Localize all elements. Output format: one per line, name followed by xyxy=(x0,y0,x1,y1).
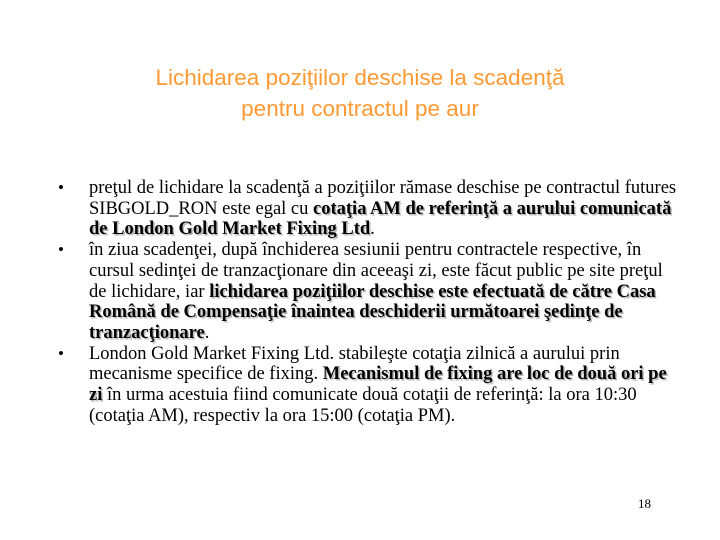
title-line-2: pentru contractul pe aur xyxy=(241,96,479,121)
bullet-text-end: . xyxy=(204,322,210,343)
page-number: 18 xyxy=(638,496,651,511)
bullet-item xyxy=(58,178,682,240)
bullet-item xyxy=(58,240,682,344)
title-line-1: Lichidarea poziţiilor deschise la scadenţă xyxy=(155,65,565,90)
bullet-text: în ziua scadenţei, după închiderea sesiunii pentru contractele respective, în cursul sedinţei de tranzacţionare din aceeaşi zi, este făcut public pe site preţul de lichidare, iar xyxy=(89,240,663,302)
bullet-item xyxy=(58,344,682,427)
bullet-text-end: în urma acestuia fiind comunicate două cotaţii de referinţă: la ora 10:30 (cotaţia AM), respectiv la ora 15:00 (cotaţia PM). xyxy=(89,385,637,426)
slide-title xyxy=(40,62,680,124)
bullet-emphasis: lichidarea poziţiilor deschise este efectuată de către Casa Română de Compensaţie înaintea deschiderii următoarei şedinţe de tranzacţionare xyxy=(89,281,656,343)
bullet-icon: • xyxy=(58,240,64,260)
bullet-icon: • xyxy=(58,343,64,363)
bullet-icon: • xyxy=(58,178,64,197)
bullet-emphasis: cotaţia AM de referinţă a aurului comunicată de London Gold Market Fixing Ltd xyxy=(89,198,672,240)
bullet-text-end: . xyxy=(370,219,375,240)
bullet-list xyxy=(58,178,682,426)
bullet-emphasis: Mecanismul de fixing are loc de două ori pe zi xyxy=(89,364,667,406)
bullet-text: London Gold Market Fixing Ltd. stabileşte cotaţia zilnică a aurului prin mecanisme specifice de fixing. xyxy=(89,343,620,385)
bullet-text: preţul de lichidare la scadenţă a poziţiilor rămase deschise pe contractul futures SIBGOLD_RON este egal cu xyxy=(89,178,677,219)
